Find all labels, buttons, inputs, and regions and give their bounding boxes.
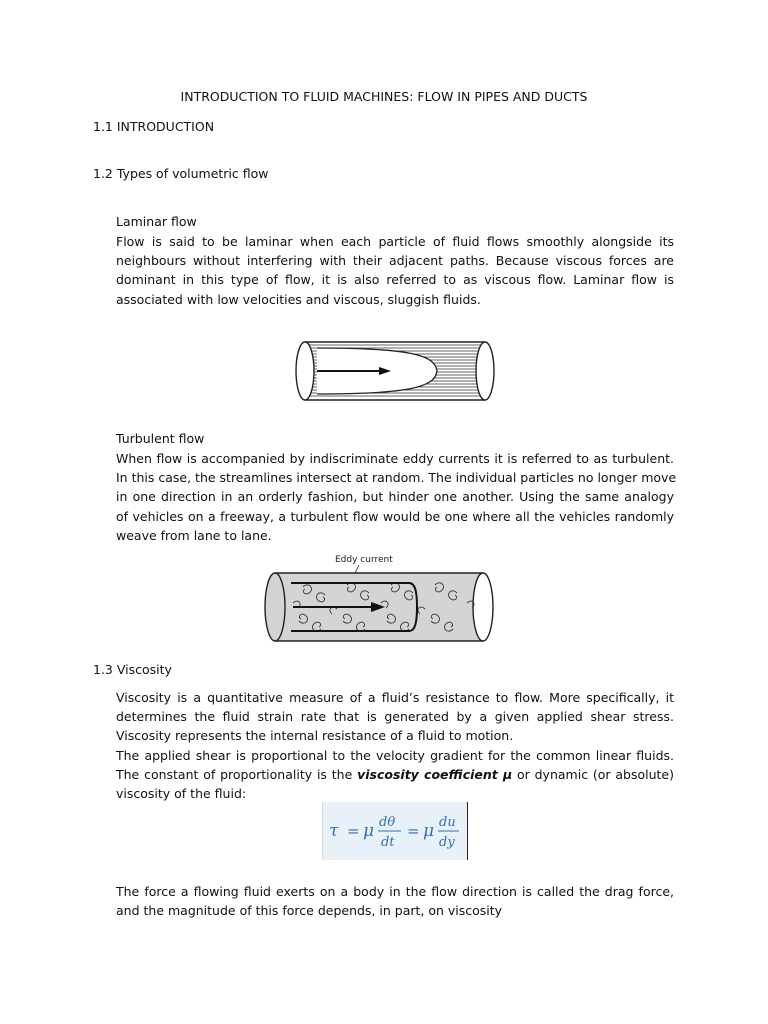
viscosity-line [116, 765, 674, 784]
laminar-line: Flow is said to be laminar when each particle of fluid flows smoothly alongside its [116, 234, 674, 249]
drag-paragraph [116, 882, 674, 920]
turbulent-line: in one direction in an orderly fashion, but hinder one another. Using the same analogy [116, 489, 674, 505]
turbulent-paragraph [116, 449, 677, 545]
eq-equals-1: = [347, 822, 360, 840]
eq-tau: τ [329, 821, 339, 841]
eq-dtheta: dθ [379, 815, 396, 830]
laminar-line: associated with low velocities and viscous, sluggish fluids. [116, 291, 481, 307]
turbulent-line: weave from lane to lane. [116, 527, 272, 543]
viscosity-line: Viscosity represents the internal resistance of a fluid to motion. [116, 728, 514, 744]
viscosity-line5-pre: The constant of proportionality is the [116, 766, 358, 782]
laminar-heading: Laminar flow [116, 214, 197, 229]
viscosity-equation [322, 802, 468, 860]
viscosity-line: Viscosity is a quantitative measure of a fluid’s resistance to flow. More specifically, it [116, 690, 674, 705]
turbulent-line: of vehicles on a freeway, a turbulent flow would be one where all the vehicles randomly [116, 508, 674, 524]
drag-line: The force a flowing fluid exerts on a body in the flow direction is called the drag force, [116, 884, 674, 899]
eq-mu-1: μ [363, 821, 375, 841]
eq-dy: dy [439, 835, 455, 850]
viscosity-paragraph [116, 688, 674, 803]
viscosity-line: The applied shear is proportional to the velocity gradient for the common linear fluids. [116, 747, 674, 763]
viscosity-line: viscosity of the fluid: [116, 786, 247, 802]
turbulent-line: When flow is accompanied by indiscriminate eddy currents it is referred to as turbulent. [116, 451, 674, 466]
eq-mu-2: μ [423, 821, 435, 841]
eq-equals-2: = [407, 822, 420, 840]
eq-du: du [439, 815, 456, 830]
drag-line: and the magnitude of this force depends, in part, on viscosity [116, 903, 503, 919]
eq-dt: dt [381, 835, 395, 850]
laminar-line: dominant in this type of flow, it is also referred to as viscous flow. Laminar flow is [116, 272, 674, 288]
viscosity-line5-post: or dynamic (or absolute) [512, 766, 674, 782]
section-heading-1-2: 1.2 Types of volumetric flow [93, 166, 269, 181]
section-heading-1-1: 1.1 INTRODUCTION [93, 119, 215, 134]
viscosity-coefficient-term: viscosity coefficient μ [357, 766, 513, 782]
turbulent-line: In this case, the streamlines intersect at random. The individual particles no longer move [116, 470, 677, 486]
section-heading-1-3: 1.3 Viscosity [93, 662, 172, 677]
viscosity-line: determines the fluid strain rate that is generated by a given applied shear stress. [116, 709, 674, 725]
eddy-current-label: Eddy current [335, 555, 393, 565]
laminar-line: neighbours without interfering with their adjacent paths. Because viscous forces are [116, 253, 674, 269]
turbulent-flow-figure [263, 551, 495, 645]
laminar-flow-figure [295, 336, 495, 406]
turbulent-heading: Turbulent flow [116, 431, 205, 446]
laminar-paragraph [116, 232, 674, 309]
document-title: INTRODUCTION TO FLUID MACHINES: FLOW IN PIPES AND DUCTS [180, 89, 588, 104]
